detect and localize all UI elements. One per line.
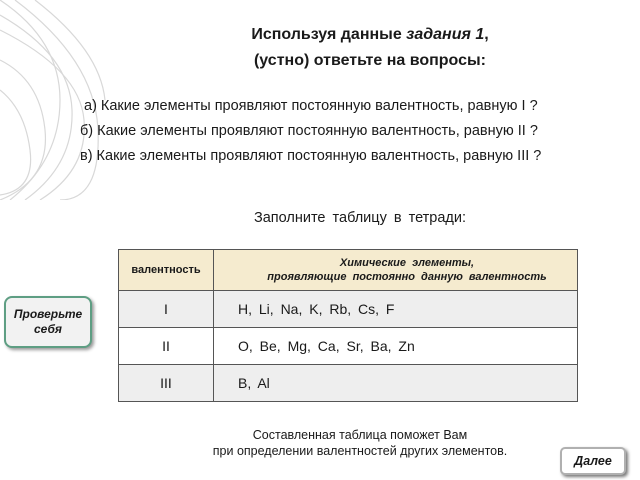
elements-cell: H, Li, Na, K, Rb, Cs, F: [214, 291, 578, 328]
instruction-text: Заполните таблицу в тетради:: [253, 210, 467, 226]
next-button[interactable]: Далее: [560, 447, 626, 475]
check-button-line1: Проверьте: [13, 307, 83, 321]
valence-cell: II: [119, 328, 214, 365]
check-yourself-button[interactable]: [4, 296, 92, 348]
footer-line1: Составленная таблица поможет Вам: [252, 428, 468, 442]
title-prefix: Используя данные: [251, 26, 407, 43]
table-header-row: [119, 250, 578, 291]
header-valence: валентность: [119, 250, 214, 291]
check-button-line2: себя: [34, 322, 62, 336]
table-row: [119, 365, 578, 402]
question-c: в) Какие элементы проявляют постоянную валентность, равную III ?: [80, 148, 542, 164]
question-a: а) Какие элементы проявляют постоянную валентность, равную I ?: [84, 98, 538, 114]
header-elements-line1: Химические элементы,: [339, 257, 475, 269]
title-suffix: ,: [484, 26, 489, 43]
valence-cell: I: [119, 291, 214, 328]
page-title-line1: [120, 26, 620, 44]
elements-cell: B, Al: [214, 365, 578, 402]
page-title-line2: (устно) ответьте на вопросы:: [253, 52, 487, 69]
valence-cell: III: [119, 365, 214, 402]
elements-cell: O, Be, Mg, Ca, Sr, Ba, Zn: [214, 328, 578, 365]
header-elements: [214, 250, 578, 291]
question-b: б) Какие элементы проявляют постоянную валентность, равную II ?: [80, 123, 538, 139]
title-task-reference: задания 1: [406, 26, 485, 43]
header-elements-line2: проявляющие постоянно данную валентность: [267, 271, 547, 283]
table-row: [119, 328, 578, 365]
footer-line2: при определении валентностей других элементов.: [212, 444, 508, 458]
table-row: [119, 291, 578, 328]
valence-table: [118, 249, 578, 402]
